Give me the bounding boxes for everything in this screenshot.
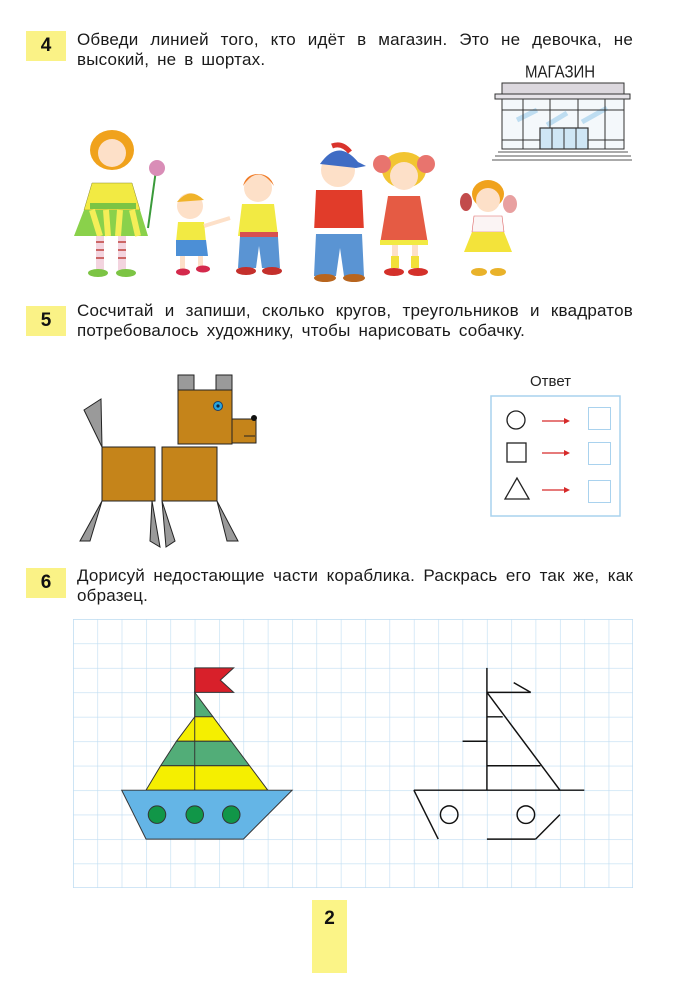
child-girl-with-flower[interactable] (74, 130, 165, 277)
answer-input-squares[interactable] (588, 442, 611, 465)
child-girl-red-dress[interactable] (373, 152, 435, 276)
answer-input-circles[interactable] (588, 407, 611, 430)
task-number-badge (26, 568, 66, 598)
task-instruction: Сосчитай и запиши, сколько кругов, треугольников и квадратов потребовалось художнику, чтобы нарисовать собачку. (77, 301, 633, 340)
task-number-badge (26, 306, 66, 336)
drawing-grid[interactable] (73, 619, 633, 888)
task-number: 4 (40, 35, 52, 56)
page-number-text: 2 (324, 908, 335, 929)
child-small-girl-yellow-skirt[interactable] (460, 180, 517, 276)
task-number-badge (26, 31, 66, 61)
child-tall-boy-cap[interactable] (314, 145, 366, 282)
task-number: 6 (40, 572, 52, 593)
page-number (312, 900, 347, 973)
shop-label: МАГАЗИН (525, 62, 596, 83)
child-small-boy-shorts[interactable] (176, 193, 230, 276)
answer-input-triangles[interactable] (588, 480, 611, 503)
child-boy-yellow-jeans[interactable] (236, 174, 282, 275)
task-instruction: Обведи линией того, кто идёт в магазин. Это не девочка, не высокий, не в шортах. (77, 30, 633, 69)
dog-shapes-illustration (70, 365, 270, 555)
answer-title: Ответ (530, 373, 572, 390)
task-number: 5 (40, 310, 52, 331)
children-illustration (70, 128, 530, 283)
task-instruction: Дорисуй недостающие части кораблика. Раскрась его так же, как образец. (77, 566, 633, 605)
